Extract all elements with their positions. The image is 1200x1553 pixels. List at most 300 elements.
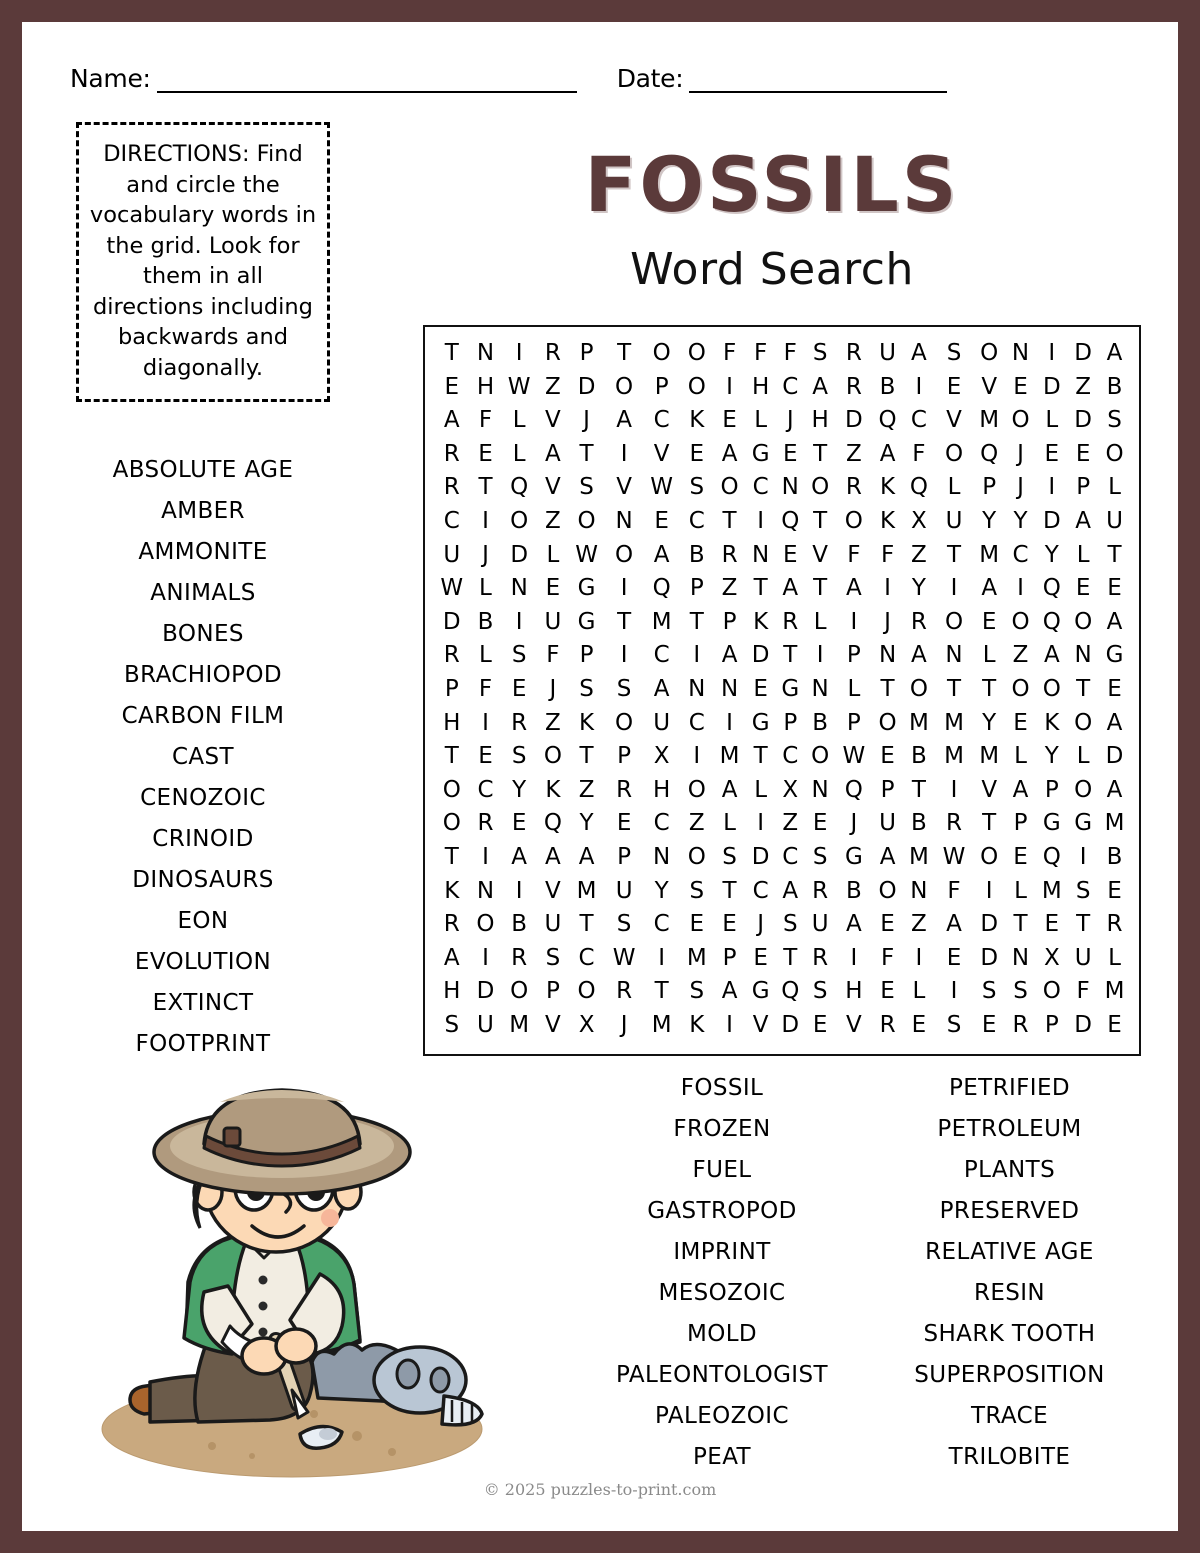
grid-cell[interactable]: I — [515, 877, 523, 904]
grid-cell[interactable]: M — [979, 407, 1000, 434]
word-list-item[interactable]: DINOSAURS — [132, 867, 274, 893]
grid-cell[interactable]: R — [544, 340, 561, 366]
grid-cell[interactable]: A — [1075, 507, 1091, 534]
grid-cell[interactable]: E — [1013, 373, 1028, 400]
grid-cell[interactable]: A — [443, 407, 460, 434]
word-list-item[interactable]: CENOZOIC — [140, 785, 266, 811]
grid-cell[interactable]: B — [1106, 373, 1123, 400]
grid-cell[interactable]: T — [783, 944, 798, 971]
grid-cell[interactable]: E — [478, 743, 493, 770]
grid-cell[interactable]: O — [476, 911, 495, 938]
grid-cell[interactable]: R — [845, 373, 862, 400]
grid-cell[interactable]: B — [910, 743, 927, 770]
grid-cell[interactable]: T — [947, 541, 962, 568]
grid-cell[interactable]: T — [1076, 675, 1091, 702]
grid-cell[interactable]: L — [1045, 407, 1059, 434]
grid-cell[interactable]: T — [689, 608, 704, 635]
grid-cell[interactable]: J — [583, 407, 590, 434]
grid-cell[interactable]: E — [880, 911, 895, 938]
grid-cell[interactable]: T — [982, 675, 997, 702]
grid-cell[interactable]: I — [950, 575, 958, 602]
grid-cell[interactable]: H — [751, 373, 770, 400]
grid-cell[interactable]: O — [615, 373, 634, 400]
grid-cell[interactable]: N — [653, 843, 671, 870]
grid-cell[interactable]: T — [1076, 911, 1091, 938]
grid-cell[interactable]: V — [812, 541, 829, 568]
grid-cell[interactable]: B — [511, 911, 528, 938]
grid-cell[interactable]: S — [812, 340, 828, 366]
grid-cell[interactable]: R — [511, 944, 528, 971]
grid-cell[interactable]: V — [946, 407, 962, 434]
grid-cell[interactable]: H — [652, 776, 671, 803]
word-list-item[interactable]: SHARK TOOTH — [923, 1321, 1096, 1347]
grid-cell[interactable]: I — [757, 810, 765, 837]
grid-cell[interactable]: M — [509, 1011, 530, 1038]
grid-cell[interactable]: S — [981, 978, 997, 1005]
grid-cell[interactable]: P — [617, 743, 632, 770]
grid-cell[interactable]: O — [442, 810, 461, 837]
grid-cell[interactable]: E — [511, 675, 527, 702]
grid-cell[interactable]: N — [1011, 340, 1030, 366]
grid-cell[interactable]: V — [545, 474, 561, 501]
grid-cell[interactable]: B — [812, 709, 829, 736]
grid-cell[interactable]: U — [477, 1011, 494, 1038]
grid-cell[interactable]: P — [654, 373, 669, 400]
grid-cell[interactable]: X — [653, 743, 670, 770]
grid-cell[interactable]: Y — [512, 776, 527, 803]
grid-cell[interactable]: M — [651, 608, 672, 635]
grid-cell[interactable]: O — [878, 877, 897, 904]
grid-cell[interactable]: V — [545, 877, 561, 904]
grid-cell[interactable]: M — [908, 843, 929, 870]
grid-cell[interactable]: I — [950, 978, 958, 1005]
word-list-item[interactable]: MOLD — [686, 1321, 758, 1347]
word-list-item[interactable]: CRINOID — [152, 826, 254, 852]
grid-cell[interactable]: W — [942, 843, 966, 870]
grid-cell[interactable]: O — [687, 776, 706, 803]
grid-cell[interactable]: P — [617, 843, 632, 870]
grid-cell[interactable]: S — [812, 978, 828, 1005]
grid-cell[interactable]: E — [478, 440, 493, 467]
grid-cell[interactable]: J — [620, 1011, 628, 1038]
name-input-line[interactable] — [157, 65, 577, 93]
grid-cell[interactable]: Q — [878, 407, 897, 434]
grid-cell[interactable]: E — [616, 810, 632, 837]
grid-cell[interactable]: E — [880, 743, 895, 770]
grid-cell[interactable]: R — [782, 608, 799, 635]
grid-cell[interactable]: R — [1012, 1011, 1029, 1038]
grid-cell[interactable]: M — [908, 709, 929, 736]
grid-cell[interactable]: E — [654, 507, 669, 534]
grid-cell[interactable]: X — [578, 1011, 595, 1038]
grid-cell[interactable]: A — [1106, 608, 1123, 635]
grid-cell[interactable]: L — [723, 810, 736, 837]
grid-cell[interactable]: Z — [721, 575, 738, 602]
grid-cell[interactable]: P — [982, 474, 997, 501]
grid-cell[interactable]: Y — [982, 507, 997, 534]
grid-cell[interactable]: L — [479, 642, 492, 669]
grid-cell[interactable]: E — [981, 1011, 997, 1038]
grid-cell[interactable]: A — [616, 407, 632, 434]
grid-cell[interactable]: S — [722, 843, 737, 870]
grid-cell[interactable]: E — [1013, 843, 1028, 870]
grid-cell[interactable]: E — [722, 911, 737, 938]
grid-cell[interactable]: Y — [654, 877, 669, 904]
grid-cell[interactable]: Z — [544, 507, 561, 534]
grid-cell[interactable]: U — [443, 541, 461, 568]
grid-cell[interactable]: Z — [1012, 642, 1029, 669]
grid-cell[interactable]: G — [1105, 642, 1124, 669]
grid-cell[interactable]: F — [847, 541, 861, 568]
grid-cell[interactable]: D — [442, 608, 461, 635]
grid-cell[interactable]: E — [946, 373, 962, 400]
grid-cell[interactable]: H — [443, 978, 461, 1005]
grid-cell[interactable]: O — [1042, 978, 1061, 1005]
grid-cell[interactable]: J — [482, 541, 489, 568]
grid-cell[interactable]: A — [545, 843, 561, 870]
grid-cell[interactable]: O — [1105, 440, 1124, 467]
word-list-item[interactable]: ABSOLUTE AGE — [112, 457, 294, 483]
grid-cell[interactable]: A — [1012, 776, 1029, 803]
grid-cell[interactable]: T — [982, 810, 997, 837]
grid-cell[interactable]: C — [688, 507, 705, 534]
grid-cell[interactable]: C — [653, 911, 670, 938]
grid-cell[interactable]: S — [444, 1011, 460, 1038]
grid-cell[interactable]: B — [688, 541, 705, 568]
grid-cell[interactable]: E — [689, 911, 705, 938]
grid-cell[interactable]: O — [844, 507, 863, 534]
grid-cell[interactable]: Q — [844, 776, 863, 803]
grid-cell[interactable]: E — [722, 407, 737, 434]
grid-cell[interactable]: C — [782, 373, 799, 400]
grid-cell[interactable]: N — [878, 642, 897, 669]
grid-cell[interactable]: W — [440, 575, 464, 602]
grid-cell[interactable]: V — [616, 474, 632, 501]
grid-cell[interactable]: A — [911, 340, 927, 366]
grid-cell[interactable]: R — [812, 944, 829, 971]
grid-cell[interactable]: O — [980, 843, 999, 870]
grid-cell[interactable]: I — [482, 944, 489, 971]
grid-cell[interactable]: Z — [578, 776, 595, 803]
grid-cell[interactable]: O — [615, 709, 634, 736]
grid-cell[interactable]: F — [880, 541, 895, 568]
word-list-item[interactable]: MESOZOIC — [658, 1280, 786, 1306]
grid-cell[interactable]: L — [512, 407, 526, 434]
grid-cell[interactable]: B — [477, 608, 494, 635]
word-list-item[interactable]: EVOLUTION — [134, 949, 272, 975]
word-list-item[interactable]: EXTINCT — [152, 990, 254, 1016]
grid-cell[interactable]: Z — [911, 911, 927, 938]
grid-cell[interactable]: S — [579, 675, 594, 702]
grid-cell[interactable]: T — [1107, 541, 1122, 568]
grid-cell[interactable]: N — [1074, 642, 1092, 669]
grid-cell[interactable]: P — [444, 675, 459, 702]
grid-cell[interactable]: S — [616, 675, 632, 702]
grid-cell[interactable]: C — [443, 507, 460, 534]
grid-cell[interactable]: D — [510, 541, 529, 568]
grid-cell[interactable]: P — [846, 642, 861, 669]
grid-cell[interactable]: I — [884, 575, 891, 602]
grid-cell[interactable]: J — [549, 675, 557, 702]
grid-cell[interactable]: Y — [1044, 743, 1059, 770]
date-input-line[interactable] — [689, 65, 947, 93]
grid-cell[interactable]: E — [812, 1011, 828, 1038]
grid-cell[interactable]: E — [981, 608, 997, 635]
grid-cell[interactable]: B — [1106, 843, 1123, 870]
grid-cell[interactable]: I — [1048, 474, 1056, 501]
word-list-item[interactable]: EON — [177, 908, 229, 934]
grid-cell[interactable]: I — [1017, 575, 1024, 602]
grid-cell[interactable]: C — [653, 407, 670, 434]
grid-cell[interactable]: I — [620, 642, 628, 669]
grid-cell[interactable]: G — [577, 575, 596, 602]
grid-cell[interactable]: O — [944, 440, 964, 467]
word-list-item[interactable]: ANIMALS — [150, 580, 256, 606]
grid-cell[interactable]: V — [545, 1011, 561, 1038]
grid-cell[interactable]: S — [1013, 978, 1028, 1005]
grid-cell[interactable]: Y — [1044, 541, 1059, 568]
grid-cell[interactable]: B — [879, 373, 896, 400]
grid-cell[interactable]: R — [443, 474, 460, 501]
grid-cell[interactable]: S — [946, 1011, 962, 1038]
grid-cell[interactable]: A — [845, 575, 862, 602]
grid-cell[interactable]: O — [687, 340, 706, 366]
grid-cell[interactable]: K — [545, 776, 561, 803]
grid-cell[interactable]: P — [880, 776, 895, 803]
grid-cell[interactable]: Y — [579, 810, 594, 837]
word-list-item[interactable]: TRACE — [970, 1403, 1049, 1429]
grid-cell[interactable]: A — [1043, 642, 1060, 669]
grid-cell[interactable]: S — [616, 911, 632, 938]
grid-cell[interactable]: D — [1105, 743, 1124, 770]
grid-cell[interactable]: Q — [909, 474, 928, 501]
grid-cell[interactable]: D — [751, 642, 770, 669]
grid-cell[interactable]: P — [846, 709, 861, 736]
grid-cell[interactable]: I — [693, 642, 701, 669]
grid-cell[interactable]: K — [880, 507, 896, 534]
grid-cell[interactable]: L — [947, 474, 961, 501]
grid-cell[interactable]: J — [786, 407, 794, 434]
grid-cell[interactable]: S — [1075, 877, 1091, 904]
word-list-item[interactable]: PETROLEUM — [937, 1116, 1082, 1142]
grid-cell[interactable]: A — [1106, 340, 1123, 366]
grid-cell[interactable]: A — [653, 541, 670, 568]
grid-cell[interactable]: L — [546, 541, 560, 568]
word-list-item[interactable]: FOSSIL — [680, 1075, 764, 1101]
grid-cell[interactable]: R — [910, 608, 927, 635]
grid-cell[interactable]: O — [652, 340, 671, 366]
grid-cell[interactable]: D — [751, 843, 770, 870]
grid-cell[interactable]: I — [850, 944, 858, 971]
grid-cell[interactable]: Z — [688, 810, 705, 837]
grid-cell[interactable]: L — [754, 776, 768, 803]
grid-cell[interactable]: K — [689, 407, 705, 434]
grid-cell[interactable]: E — [1044, 440, 1060, 467]
grid-cell[interactable]: I — [620, 575, 628, 602]
grid-cell[interactable]: L — [479, 575, 492, 602]
grid-cell[interactable]: O — [720, 474, 739, 501]
grid-cell[interactable]: A — [578, 843, 595, 870]
grid-cell[interactable]: I — [915, 944, 923, 971]
grid-cell[interactable]: N — [510, 575, 528, 602]
grid-cell[interactable]: I — [726, 1011, 733, 1038]
grid-cell[interactable]: A — [545, 440, 561, 467]
grid-cell[interactable]: Z — [782, 810, 799, 837]
grid-cell[interactable]: E — [1013, 709, 1028, 736]
grid-cell[interactable]: H — [811, 407, 829, 434]
grid-cell[interactable]: N — [688, 675, 706, 702]
grid-cell[interactable]: S — [511, 642, 527, 669]
grid-cell[interactable]: M — [944, 743, 964, 770]
grid-cell[interactable]: K — [579, 709, 595, 736]
grid-cell[interactable]: O — [980, 340, 999, 366]
grid-cell[interactable]: P — [722, 608, 737, 635]
grid-cell[interactable]: H — [476, 373, 495, 400]
grid-cell[interactable]: D — [781, 1011, 800, 1038]
grid-cell[interactable]: R — [477, 810, 494, 837]
grid-cell[interactable]: O — [510, 507, 529, 534]
grid-cell[interactable]: Q — [652, 575, 671, 602]
grid-cell[interactable]: O — [811, 743, 830, 770]
grid-cell[interactable]: W — [575, 541, 598, 568]
grid-cell[interactable]: O — [811, 474, 830, 501]
grid-cell[interactable]: Q — [1042, 608, 1061, 635]
grid-cell[interactable]: I — [915, 373, 923, 400]
grid-cell[interactable]: I — [850, 608, 858, 635]
grid-cell[interactable]: V — [752, 1011, 769, 1038]
grid-cell[interactable]: L — [1108, 474, 1121, 501]
grid-cell[interactable]: I — [726, 373, 733, 400]
grid-cell[interactable]: R — [845, 474, 862, 501]
grid-cell[interactable]: E — [545, 575, 561, 602]
grid-cell[interactable]: L — [982, 642, 996, 669]
word-list-item[interactable]: PLANTS — [963, 1157, 1056, 1183]
grid-cell[interactable]: U — [544, 608, 562, 635]
grid-cell[interactable]: T — [880, 675, 895, 702]
word-list-item[interactable]: BONES — [162, 621, 244, 647]
grid-cell[interactable]: K — [689, 1011, 705, 1038]
grid-cell[interactable]: F — [880, 944, 895, 971]
grid-cell[interactable]: T — [617, 340, 632, 366]
word-list-item[interactable]: AMMONITE — [138, 539, 268, 565]
grid-cell[interactable]: P — [579, 340, 594, 366]
grid-cell[interactable]: E — [1107, 877, 1122, 904]
grid-cell[interactable]: A — [721, 642, 738, 669]
grid-cell[interactable]: R — [1106, 911, 1123, 938]
grid-cell[interactable]: Q — [781, 978, 800, 1005]
word-list-item[interactable]: BRACHIOPOD — [123, 662, 283, 688]
grid-cell[interactable]: U — [1074, 944, 1092, 971]
grid-cell[interactable]: L — [754, 407, 768, 434]
grid-cell[interactable]: P — [1076, 474, 1091, 501]
grid-cell[interactable]: W — [842, 743, 866, 770]
grid-cell[interactable]: O — [909, 675, 928, 702]
grid-cell[interactable]: T — [722, 507, 737, 534]
grid-cell[interactable]: C — [688, 709, 705, 736]
grid-cell[interactable]: U — [615, 877, 633, 904]
grid-cell[interactable]: O — [510, 978, 529, 1005]
grid-cell[interactable]: O — [944, 608, 964, 635]
grid-cell[interactable]: J — [1017, 440, 1024, 467]
grid-cell[interactable]: P — [689, 575, 704, 602]
word-list-item[interactable]: CARBON FILM — [121, 703, 285, 729]
grid-cell[interactable]: A — [653, 675, 670, 702]
grid-cell[interactable]: A — [981, 575, 998, 602]
grid-cell[interactable]: Z — [544, 709, 561, 736]
grid-cell[interactable]: E — [1075, 575, 1091, 602]
word-search-grid[interactable] — [423, 325, 1141, 1056]
grid-cell[interactable]: T — [617, 608, 632, 635]
grid-cell[interactable]: C — [752, 877, 769, 904]
grid-cell[interactable]: U — [879, 810, 896, 837]
grid-cell[interactable]: I — [726, 709, 733, 736]
grid-cell[interactable]: J — [850, 810, 858, 837]
grid-cell[interactable]: F — [912, 440, 926, 467]
grid-cell[interactable]: K — [753, 608, 769, 635]
grid-cell[interactable]: Y — [982, 709, 997, 736]
grid-cell[interactable]: N — [476, 340, 495, 366]
grid-cell[interactable]: E — [753, 944, 768, 971]
grid-cell[interactable]: G — [751, 709, 770, 736]
grid-cell[interactable]: N — [476, 877, 495, 904]
grid-cell[interactable]: F — [783, 340, 797, 366]
grid-cell[interactable]: O — [1011, 675, 1030, 702]
grid-cell[interactable]: E — [911, 1011, 927, 1038]
grid-cell[interactable]: A — [1106, 709, 1123, 736]
grid-cell[interactable]: D — [980, 911, 999, 938]
grid-cell[interactable]: E — [511, 810, 527, 837]
word-list-item[interactable]: GASTROPOD — [647, 1198, 797, 1224]
grid-cell[interactable]: K — [444, 877, 460, 904]
word-list-item[interactable]: PEAT — [693, 1444, 751, 1470]
grid-cell[interactable]: T — [654, 978, 669, 1005]
grid-cell[interactable]: C — [653, 642, 670, 669]
grid-cell[interactable]: Z — [544, 373, 561, 400]
grid-cell[interactable]: R — [946, 810, 963, 837]
grid-cell[interactable]: T — [722, 877, 737, 904]
grid-cell[interactable]: T — [478, 474, 493, 501]
grid-cell[interactable]: A — [443, 944, 460, 971]
grid-cell[interactable]: H — [443, 709, 461, 736]
grid-cell[interactable]: S — [689, 474, 705, 501]
grid-cell[interactable]: A — [946, 911, 962, 938]
grid-cell[interactable]: F — [947, 877, 961, 904]
grid-cell[interactable]: K — [880, 474, 896, 501]
grid-cell[interactable]: P — [783, 709, 798, 736]
word-list-item[interactable]: CAST — [171, 744, 235, 770]
grid-cell[interactable]: E — [880, 978, 895, 1005]
grid-cell[interactable]: T — [813, 507, 828, 534]
grid-cell[interactable]: M — [1104, 978, 1125, 1005]
grid-cell[interactable]: O — [442, 776, 461, 803]
grid-cell[interactable]: T — [911, 776, 926, 803]
grid-cell[interactable]: S — [689, 877, 705, 904]
grid-cell[interactable]: X — [1043, 944, 1060, 971]
grid-cell[interactable]: U — [1106, 507, 1123, 534]
word-list-item[interactable]: TRILOBITE — [948, 1444, 1071, 1470]
grid-cell[interactable]: A — [812, 373, 829, 400]
grid-cell[interactable]: Q — [980, 440, 999, 467]
grid-cell[interactable]: J — [1017, 474, 1024, 501]
grid-cell[interactable]: N — [811, 776, 829, 803]
grid-cell[interactable]: G — [844, 843, 863, 870]
grid-cell[interactable]: E — [1107, 1011, 1122, 1038]
grid-cell[interactable]: V — [845, 1011, 862, 1038]
grid-cell[interactable]: L — [512, 440, 526, 467]
grid-cell[interactable]: C — [653, 810, 670, 837]
grid-cell[interactable]: P — [722, 944, 737, 971]
word-list-item[interactable]: FUEL — [692, 1157, 752, 1183]
